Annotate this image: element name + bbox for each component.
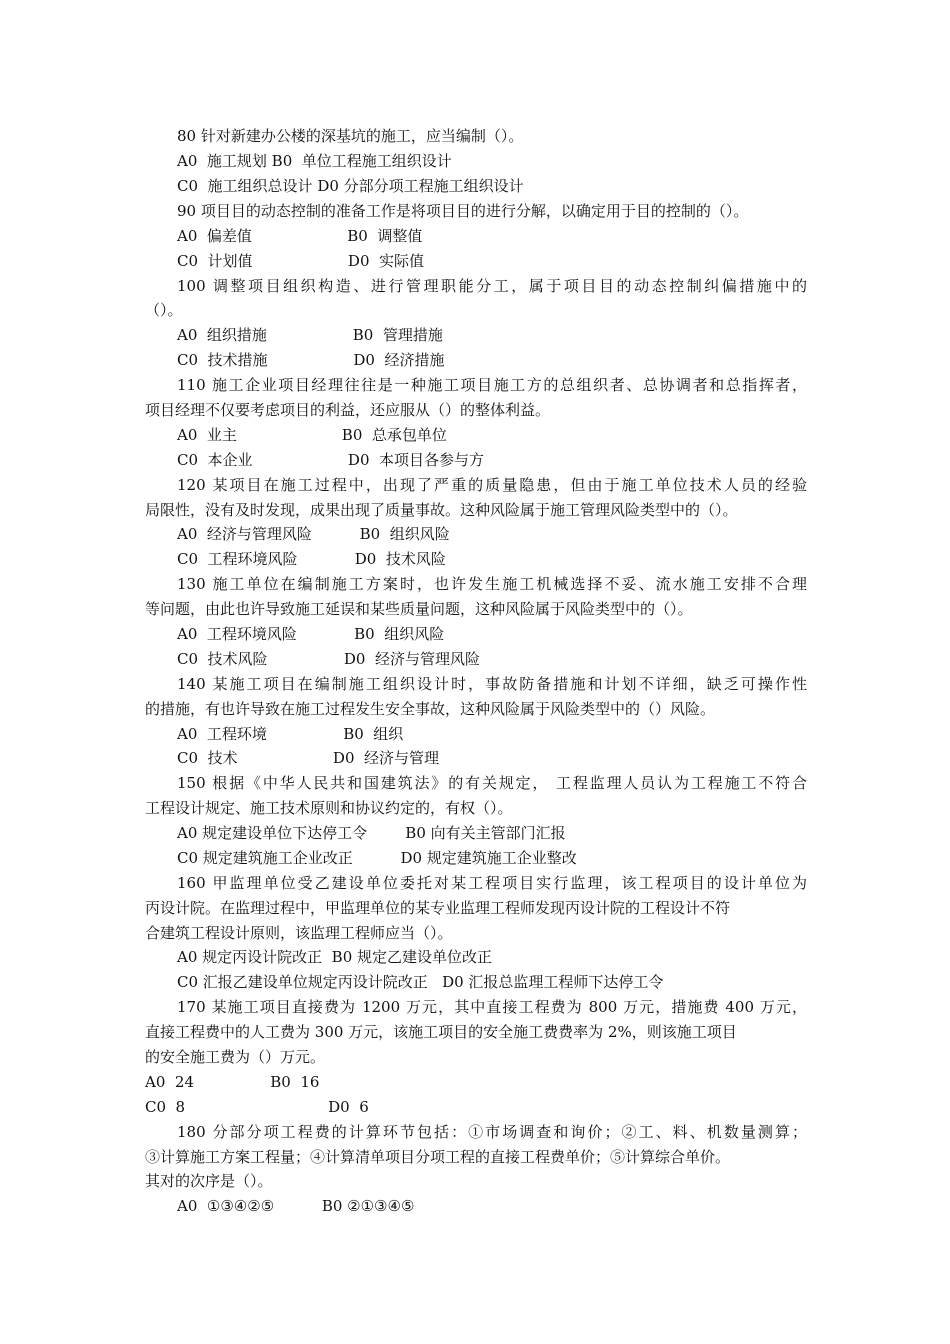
options-130-ab: A0 工程环境风险 B0 组织风险 [177, 625, 445, 643]
options-100-cd: C0 技术措施 D0 经济措施 [177, 351, 445, 369]
question-170-line3: 的安全施工费为（）万元。 [145, 1048, 326, 1066]
options-170-cd: C0 8 D0 6 [145, 1098, 369, 1116]
options-110-cd: C0 本企业 D0 本项目各参与方 [177, 451, 485, 469]
options-120-cd: C0 工程环境风险 D0 技术风险 [177, 550, 446, 568]
question-100-line1: 100 调整项目组织构造、进行管理职能分工，属于项目目的动态控制纠偏措施中的 [177, 277, 807, 295]
options-180-ab: A0 ①③④②⑤ B0 ②①③④⑤ [177, 1197, 415, 1215]
options-160-cd: C0 汇报乙建设单位规定丙设计院改正 D0 汇报总监理工程师下达停工令 [177, 973, 664, 991]
options-130-cd: C0 技术风险 D0 经济与管理风险 [177, 650, 480, 668]
question-120-line1: 120 某项目在施工过程中，出现了严重的质量隐患，但由于施工单位技术人员的经验 [177, 476, 807, 494]
question-130-line2: 等问题，由此也许导致施工延误和某些质量问题，这种风险属于风险类型中的（）。 [145, 600, 693, 618]
question-110-line1: 110 施工企业项目经理往往是一种施工项目施工方的总组织者、总协调者和总指挥者， [177, 376, 807, 394]
options-110-ab: A0 业主 B0 总承包单位 [177, 426, 447, 444]
options-90-cd: C0 计划值 D0 实际值 [177, 252, 425, 270]
options-120-ab: A0 经济与管理风险 B0 组织风险 [177, 525, 450, 543]
question-160-line2: 丙设计院。在监理过程中，甲监理单位的某专业监理工程师发现丙设计院的工程设计不符 [145, 899, 731, 917]
question-180-line2: ③计算施工方案工程量；④计算清单项目分项工程的直接工程费单价；⑤计算综合单价。 [145, 1148, 731, 1166]
options-150-cd: C0 规定建筑施工企业改正 D0 规定建筑施工企业整改 [177, 849, 577, 867]
question-120-line2: 局限性，没有及时发现，成果出现了质量事故。这种风险属于施工管理风险类型中的（）。 [145, 501, 738, 519]
options-90-ab: A0 偏差值 B0 调整值 [177, 227, 423, 245]
options-80-cd: C0 施工组织总设计 D0 分部分项工程施工组织设计 [177, 177, 524, 195]
question-140-line1: 140 某施工项目在编制施工组织设计时，事故防备措施和计划不详细，缺乏可操作性 [177, 675, 807, 693]
question-130-line1: 130 施工单位在编制施工方案时，也许发生施工机械选择不妥、流水施工安排不合理 [177, 575, 807, 593]
question-160-line1: 160 甲监理单位受乙建设单位委托对某工程项目实行监理，该工程项目的设计单位为 [177, 874, 807, 892]
question-80: 80 针对新建办公楼的深基坑的施工，应当编制（）。 [177, 127, 524, 145]
options-170-ab: A0 24 B0 16 [145, 1073, 320, 1091]
question-180-line1: 180 分部分项工程费的计算环节包括：①市场调查和询价；②工、料、机数量测算； [177, 1123, 807, 1141]
options-140-ab: A0 工程环境 B0 组织 [177, 725, 404, 743]
options-150-ab: A0 规定建设单位下达停工令 B0 向有关主管部门汇报 [177, 824, 566, 842]
options-140-cd: C0 技术 D0 经济与管理 [177, 749, 440, 767]
question-180-line3: 其对的次序是（）。 [145, 1172, 273, 1190]
options-100-ab: A0 组织措施 B0 管理措施 [177, 326, 443, 344]
question-160-line3: 合建筑工程设计原则，该监理工程师应当（）。 [145, 924, 453, 942]
options-160-ab: A0 规定丙设计院改正 B0 规定乙建设单位改正 [177, 948, 493, 966]
question-170-line2: 直接工程费中的人工费为 300 万元，该施工项目的安全施工费费率为 2%，则该施工项目 [145, 1023, 737, 1041]
question-170-line1: 170 某施工项目直接费为 1200 万元，其中直接工程费为 800 万元，措施费 400 万元， [177, 998, 807, 1016]
question-100-line2: （）。 [145, 301, 183, 319]
question-150-line1: 150 根据《中华人民共和国建筑法》的有关规定， 工程监理人员认为工程施工不符合 [177, 774, 807, 792]
question-110-line2: 项目经理不仅要考虑项目的利益，还应服从（）的整体利益。 [145, 401, 551, 419]
options-80-ab: A0 施工规划 B0 单位工程施工组织设计 [177, 152, 452, 170]
question-140-line2: 的措施，有也许导致在施工过程发生安全事故，这种风险属于风险类型中的（）风险。 [145, 700, 716, 718]
question-90: 90 项目目的动态控制的准备工作是将项目目的进行分解，以确定用于目的控制的（）。 [177, 202, 749, 220]
question-150-line2: 工程设计规定、施工技术原则和协议约定的，有权（）。 [145, 799, 513, 817]
